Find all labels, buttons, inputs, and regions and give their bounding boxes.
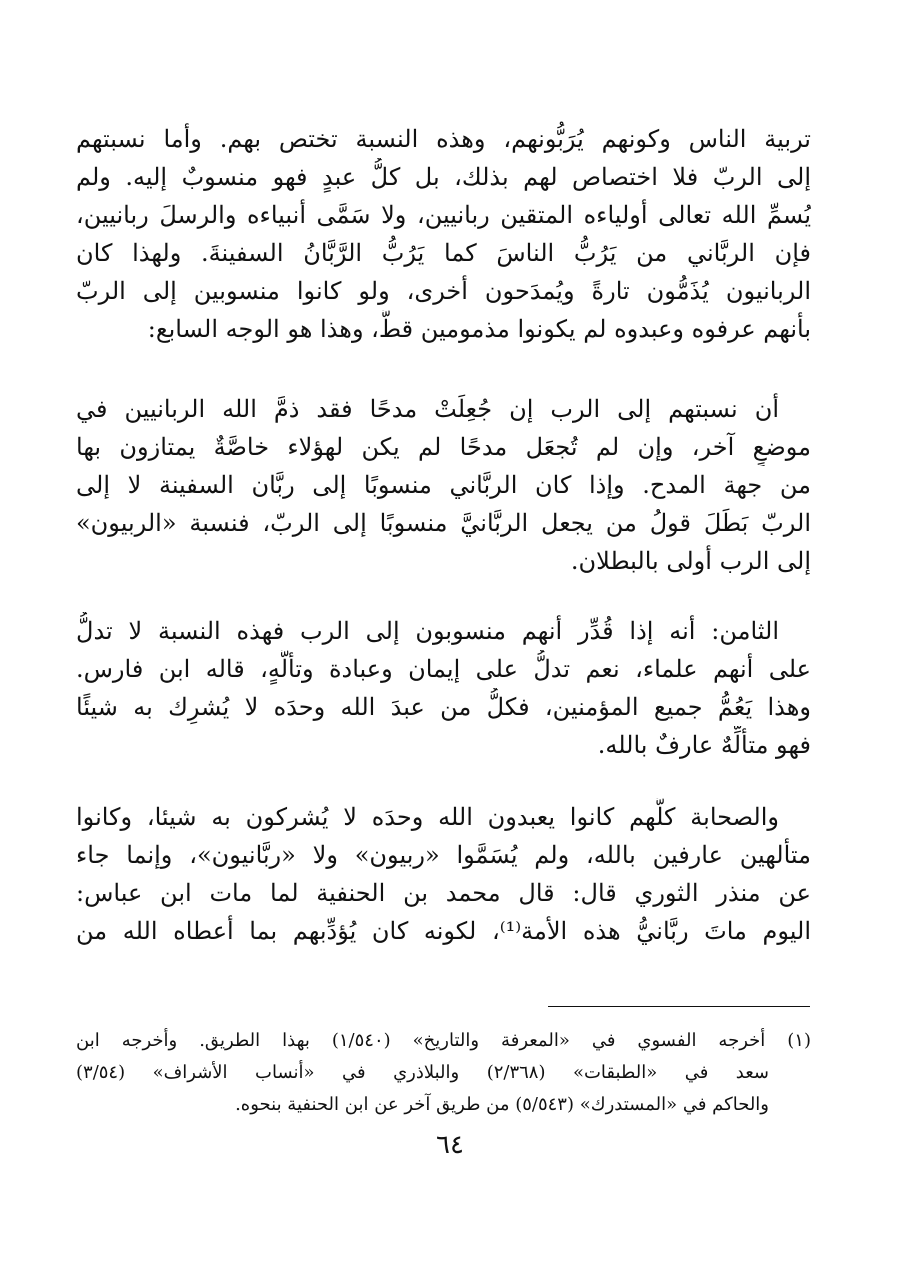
text-line: أن نسبتهم إلى الرب إن جُعِلَتْ مدحًا فقد ذمَّ الله الربانيين في: [76, 395, 779, 423]
text-line: عن منذر الثوري قال: قال محمد بن الحنفية لما مات ابن عباس:: [76, 879, 811, 907]
text-line: متألهين عارفين بالله، ولم يُسَمَّوا «ربيون» ولا «ربَّانيون»، وإنما جاء: [76, 841, 811, 869]
text-line: بأنهم عرفوه وعبدوه لم يكونوا مذمومين قطُّ، وهذا هو الوجه السابع:: [147, 315, 811, 343]
paragraph-1: [76, 120, 811, 348]
text-line: فهو متألِّهٌ عارفٌ بالله.: [597, 731, 811, 759]
text-line: تربية الناس وكونهم يُرَبُّونهم، وهذه النسبة تختص بهم. وأما نسبتهم: [76, 125, 811, 153]
text-line: من جهة المدح. وإذا كان الربَّاني منسوبًا إلى ربَّان السفينة لا إلى: [76, 471, 811, 499]
paragraph-2: [76, 390, 811, 580]
paragraph-3: [76, 612, 811, 764]
text-line: يُسمِّ الله تعالى أولياءه المتقين ربانيين، ولا سَمَّى أنبياءه والرسلَ ربانيين،: [76, 201, 811, 229]
text-line: والصحابة كلُّهم كانوا يعبدون الله وحدَه لا يُشركون به شيئا، وكانوا: [76, 803, 779, 831]
text-line: اليوم ماتَ ربَّانيُّ هذه الأمة⁽¹⁾، لكونه كان يُؤدِّبهم بما أعطاه الله من: [76, 917, 811, 945]
text-line: فإن الربَّاني من يَرُبُّ الناسَ كما يَرُبُّ الرَّبَّانُ السفينةَ. ولهذا كان: [76, 239, 811, 267]
page-number: ٦٤: [436, 1130, 464, 1160]
text-line: الثامن: أنه إذا قُدِّر أنهم منسوبون إلى الرب فهذه النسبة لا تدلُّ: [76, 617, 779, 645]
text-line: إلى الربّ فلا اختصاص لهم بذلك، بل كلُّ عبدٍ فهو منسوبٌ إليه. ولم: [76, 163, 811, 191]
text-line: الربّ بَطَلَ قولُ من يجعل الربَّانيَّ منسوبًا إلى الربّ، فنسبة «الربيون»: [76, 509, 811, 537]
paragraph-4: [76, 798, 811, 950]
footnote-line: والحاكم في «المستدرك» (٥/٥٤٣) من طريق آخر عن ابن الحنفية بنحوه.: [235, 1094, 769, 1115]
footnote-line: سعد في «الطبقات» (٢/٣٦٨) والبلاذري في «أنساب الأشراف» (٣/٥٤): [76, 1062, 769, 1083]
text-line: إلى الرب أولى بالبطلان.: [570, 547, 811, 575]
text-line: موضعٍ آخر، وإن لم تُجعَل مدحًا لم يكن لهؤلاء خاصَّةٌ يمتازون بها: [76, 433, 811, 461]
footnote-line: (١) أخرجه الفسوي في «المعرفة والتاريخ» (١/٥٤٠) بهذا الطريق. وأخرجه ابن: [76, 1030, 811, 1051]
footnote: [76, 1025, 811, 1121]
text-line: على أنهم علماء، نعم تدلُّ على إيمان وعبادة وتألُّهٍ، قاله ابن فارس.: [76, 655, 811, 683]
text-line: وهذا يَعُمُّ جميع المؤمنين، فكلُّ من عبدَ الله وحدَه لا يُشرِك به شيئًا: [76, 693, 811, 721]
text-line: الربانيون يُذَمُّون تارةً ويُمدَحون أخرى، ولو كانوا منسوبين إلى الربّ: [76, 277, 811, 305]
footnote-divider: [548, 1006, 810, 1007]
